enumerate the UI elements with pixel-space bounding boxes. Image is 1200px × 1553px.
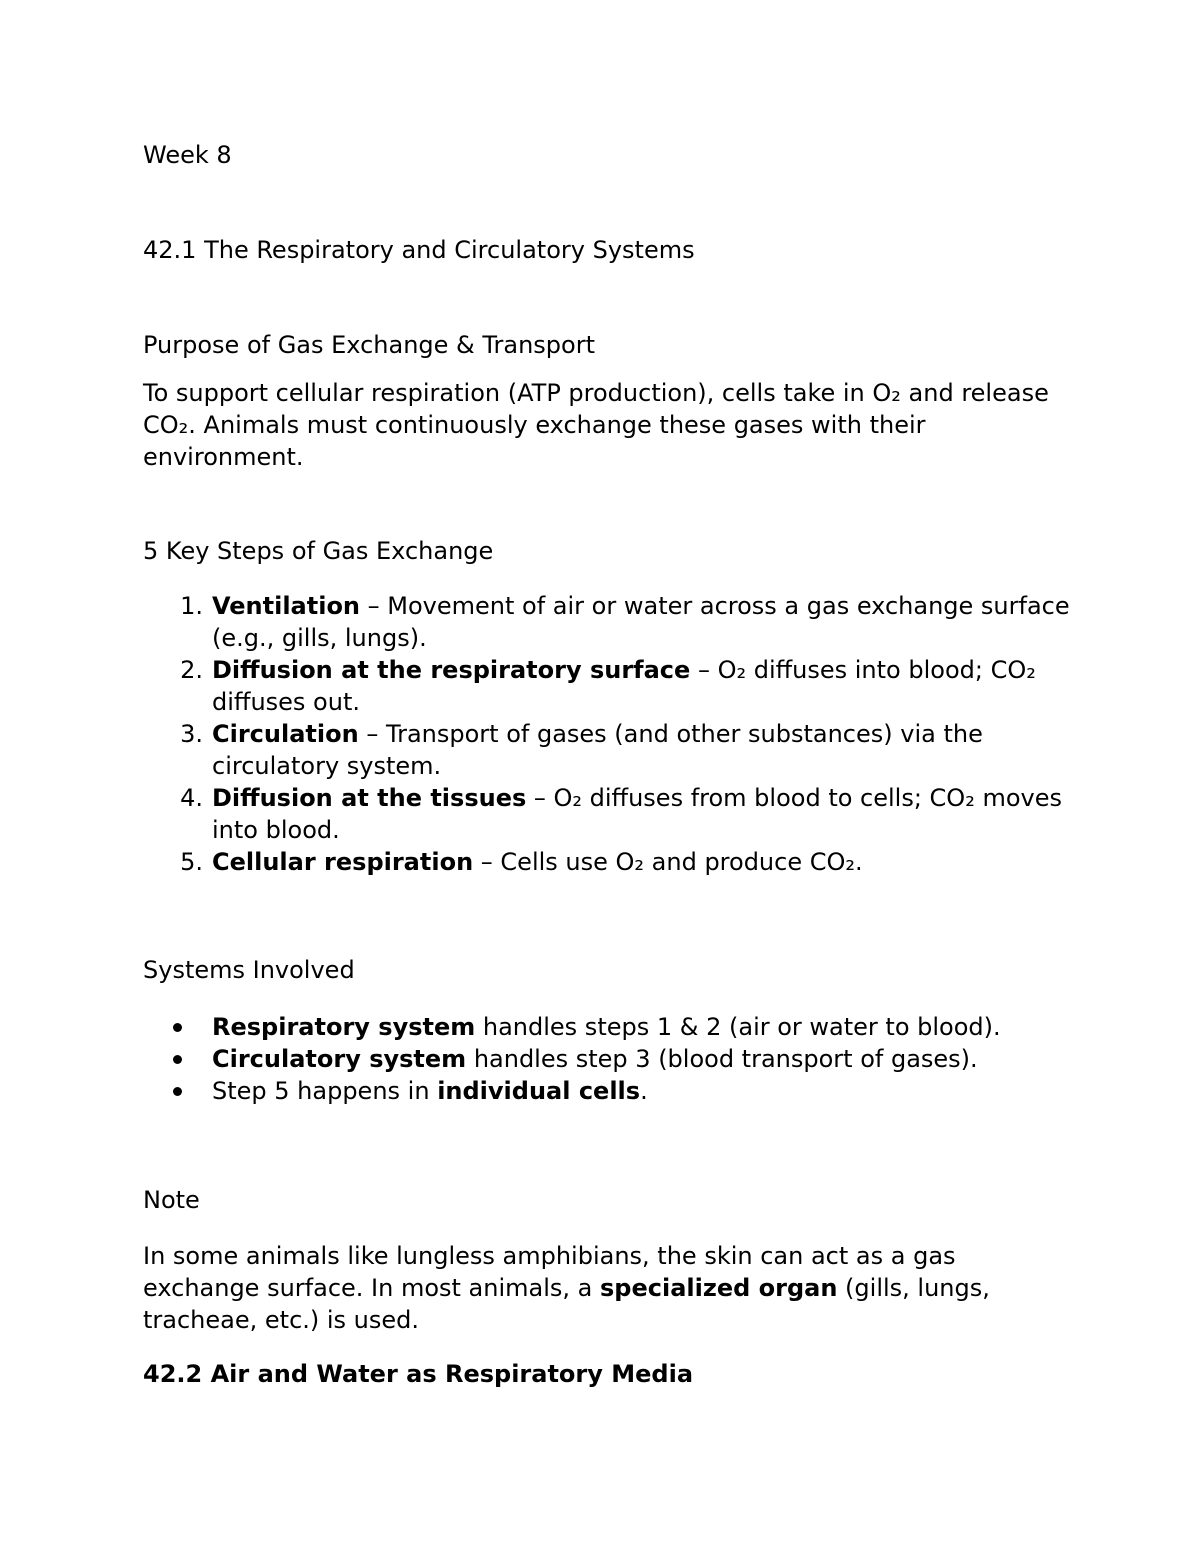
bullet-icon xyxy=(173,1087,182,1096)
note-heading: Note xyxy=(143,1186,200,1214)
step-term: Diffusion at the respiratory surface xyxy=(212,656,691,684)
steps-list xyxy=(143,590,1073,878)
note-text-pre: In some animals like lungless amphibians, the skin can act as a gas exchange surface. In most animals, a xyxy=(143,1242,956,1302)
note-text-post: (gills, lungs, tracheae, etc.) is used. xyxy=(143,1274,990,1334)
list-number: 2. xyxy=(180,656,203,684)
list-number: 4. xyxy=(180,784,203,812)
systems-heading: Systems Involved xyxy=(143,956,355,984)
section-title-42-1: 42.1 The Respiratory and Circulatory Systems xyxy=(143,236,695,264)
list-item xyxy=(143,718,1073,782)
note-term: specialized organ xyxy=(600,1274,838,1302)
system-term: Respiratory system xyxy=(212,1013,476,1041)
list-item xyxy=(143,654,1073,718)
list-item xyxy=(143,1011,1073,1043)
system-text: . xyxy=(640,1077,648,1105)
list-number: 5. xyxy=(180,848,203,876)
bullet-icon xyxy=(173,1055,182,1064)
system-term: Circulatory system xyxy=(212,1045,467,1073)
note-paragraph xyxy=(143,1240,1073,1336)
steps-heading: 5 Key Steps of Gas Exchange xyxy=(143,537,494,565)
step-text: – Transport of gases (and other substances) via the circulatory system. xyxy=(212,720,983,780)
purpose-paragraph: To support cellular respiration (ATP production), cells take in O₂ and release CO₂. Animals must continuously exchange these gases with their environment. xyxy=(143,379,1049,471)
section-title-42-2: 42.2 Air and Water as Respiratory Media xyxy=(143,1360,694,1388)
list-item xyxy=(143,1075,1073,1107)
list-item xyxy=(143,590,1073,654)
system-text: handles step 3 (blood transport of gases). xyxy=(466,1045,978,1073)
step-text: – O₂ diffuses from blood to cells; CO₂ moves into blood. xyxy=(212,784,1062,844)
week-label: Week 8 xyxy=(143,141,232,169)
step-term: Cellular respiration xyxy=(212,848,474,876)
list-number: 1. xyxy=(180,592,203,620)
purpose-heading: Purpose of Gas Exchange & Transport xyxy=(143,331,596,359)
system-text-pre: Step 5 happens in xyxy=(212,1077,438,1105)
step-text: – O₂ diffuses into blood; CO₂ diffuses out. xyxy=(212,656,1036,716)
list-item xyxy=(143,846,1073,878)
step-text: – Cells use O₂ and produce CO₂. xyxy=(473,848,863,876)
systems-list xyxy=(143,1011,1073,1107)
list-item xyxy=(143,782,1073,846)
list-item xyxy=(143,1043,1073,1075)
list-number: 3. xyxy=(180,720,203,748)
step-term: Circulation xyxy=(212,720,359,748)
system-term: individual cells xyxy=(437,1077,641,1105)
system-text: handles steps 1 & 2 (air or water to blood). xyxy=(475,1013,1001,1041)
bullet-icon xyxy=(173,1023,182,1032)
step-term: Ventilation xyxy=(212,592,361,620)
step-term: Diffusion at the tissues xyxy=(212,784,527,812)
step-text: – Movement of air or water across a gas exchange surface (e.g., gills, lungs). xyxy=(212,592,1070,652)
